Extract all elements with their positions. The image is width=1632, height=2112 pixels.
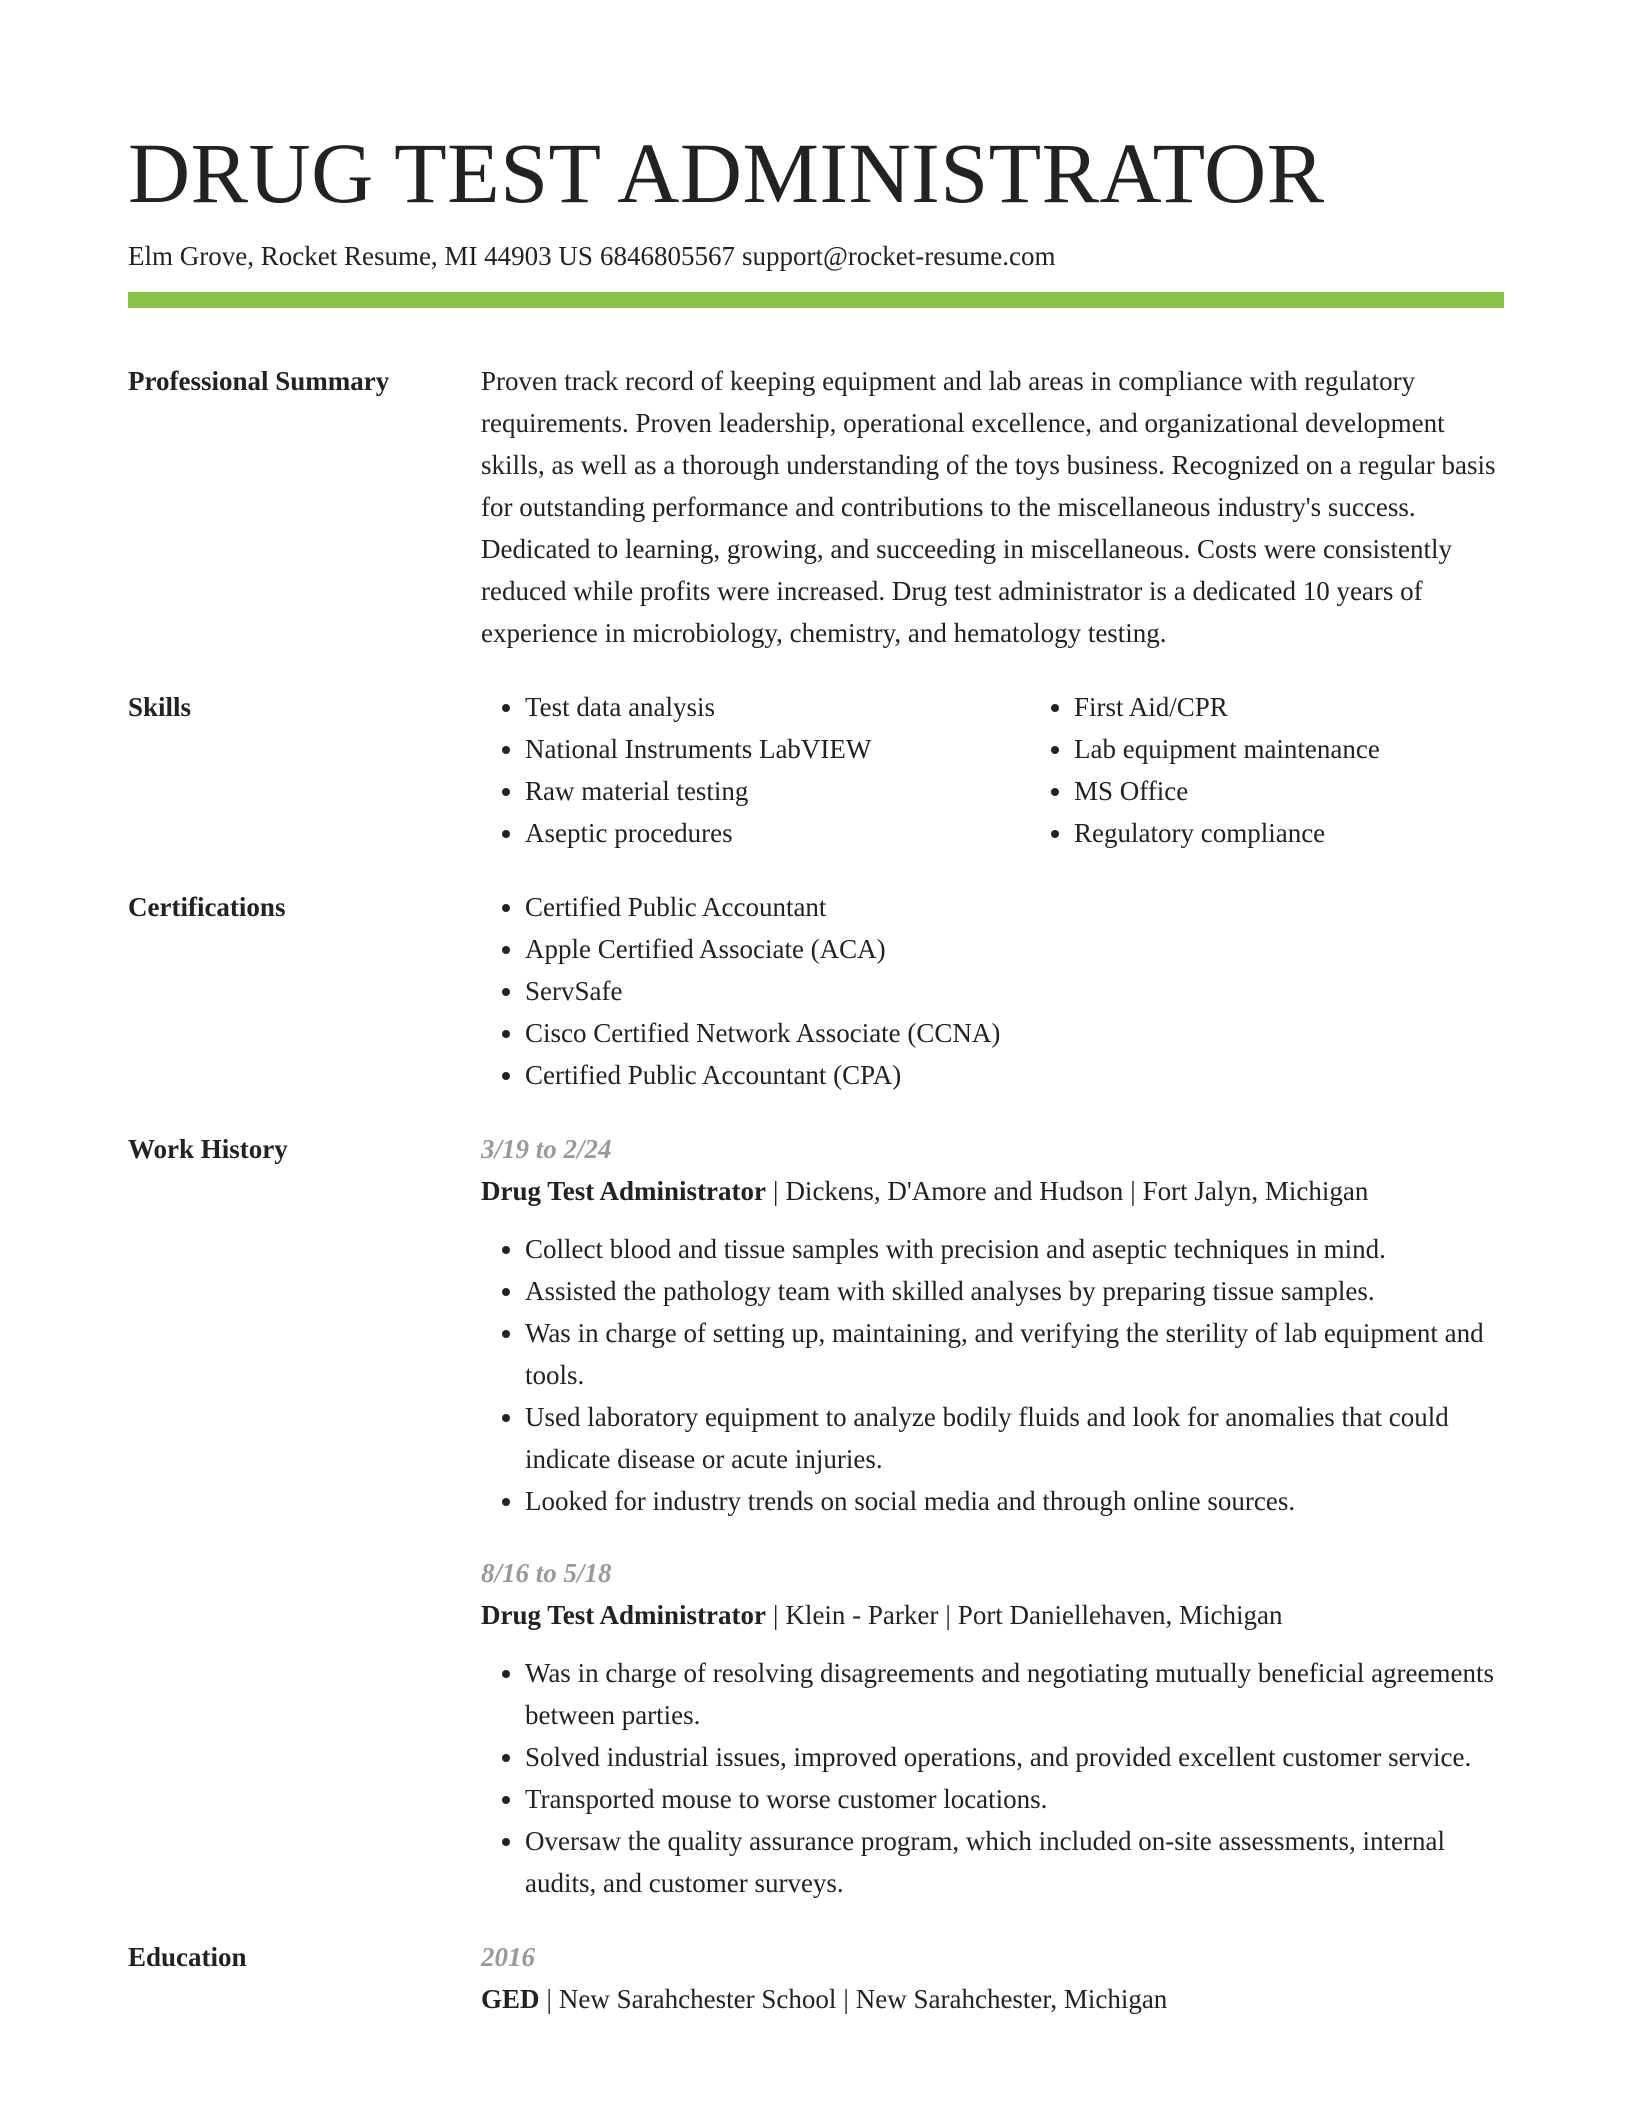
summary-section [128,360,1504,654]
skill-item: • Regulatory compliance [1074,812,1579,854]
skill-item: • National Instruments LabVIEW [525,728,1030,770]
certifications-heading: Certifications [128,892,286,923]
certifications-body [481,886,1504,1096]
skill-item: • Lab equipment maintenance [1074,728,1579,770]
education-section [128,1936,1504,2020]
skill-item: • Test data analysis [525,686,1030,728]
work-history-body [481,1128,1504,1904]
job-title-line: Drug Test Administrator | Dickens, D'Amore and Hudson | Fort Jalyn, Michigan [481,1176,1369,1207]
job-location: Port Daniellehaven, Michigan [957,1600,1283,1631]
certification-item: • Apple Certified Associate (ACA) [525,928,1504,970]
skills-grid [481,686,1579,854]
education-year: 2016 [481,1942,535,1973]
job-dates: 8/16 to 5/18 [481,1558,612,1589]
education-degree: GED [481,1984,540,2015]
job-company: Klein - Parker [785,1600,939,1631]
candidate-name: DRUG TEST ADMINISTRATOR [128,125,1325,221]
job-bullet: • Was in charge of setting up, maintaining, and verifying the sterility of lab equipment and tools. [525,1312,1504,1396]
job-entry [481,1552,1504,1904]
summary-text: Proven track record of keeping equipment and lab areas in compliance with regulatory requirements. Proven leadership, operational excellence, and organizational development skills, as well as a thorough understanding of the toys business. Recognized on a regular basis for outstanding performance and contributions to the miscellaneous industry's success. Dedicated to learning, growing, and succeeding in miscellaneous. Costs were consistently reduced while profits were increased. Drug test administrator is a dedicated 10 years of experience in microbiology, chemistry, and hematology testing. [481,366,1496,649]
certification-item: • Certified Public Accountant [525,886,1504,928]
education-body [481,1936,1504,2020]
education-heading: Education [128,1942,247,1973]
skills-column-right [1030,686,1579,854]
job-bullet: • Oversaw the quality assurance program, which included on-site assessments, internal audits, and customer surveys. [525,1820,1504,1904]
job-bullet: • Used laboratory equipment to analyze bodily fluids and look for anomalies that could indicate disease or acute injuries. [525,1396,1504,1480]
job-title-line: Drug Test Administrator | Klein - Parker | Port Daniellehaven, Michigan [481,1600,1283,1631]
education-line: GED | New Sarahchester School | New Sarahchester, Michigan [481,1984,1168,2015]
header-accent-bar [128,292,1504,308]
skill-item: • First Aid/CPR [1074,686,1579,728]
job-bullet: • Transported mouse to worse customer locations. [525,1778,1504,1820]
contact-address: Elm Grove, Rocket Resume, MI 44903 US [128,241,593,271]
job-bullet: • Was in charge of resolving disagreements and negotiating mutually beneficial agreements between parties. [525,1652,1504,1736]
job-bullet: • Assisted the pathology team with skilled analyses by preparing tissue samples. [525,1270,1504,1312]
job-bullets [481,1652,1504,1904]
job-bullets [481,1228,1504,1522]
skill-item: • Raw material testing [525,770,1030,812]
job-bullet: • Collect blood and tissue samples with precision and aseptic techniques in mind. [525,1228,1504,1270]
skills-column-left [481,686,1030,854]
certification-item: • Certified Public Accountant (CPA) [525,1054,1504,1096]
job-location: Fort Jalyn, Michigan [1142,1176,1369,1207]
education-location: New Sarahchester, Michigan [855,1984,1168,2015]
contact-phone: 6846805567 [599,241,735,271]
certification-item: • ServSafe [525,970,1504,1012]
skill-item: • MS Office [1074,770,1579,812]
certification-item: • Cisco Certified Network Associate (CCNA) [525,1012,1504,1054]
skills-section [128,686,1504,854]
job-dates: 3/19 to 2/24 [481,1134,612,1165]
skills-heading: Skills [128,692,192,723]
summary-heading: Professional Summary [128,366,390,397]
skill-item: • Aseptic procedures [525,812,1030,854]
job-company: Dickens, D'Amore and Hudson [785,1176,1124,1207]
certifications-list [481,886,1504,1096]
education-school: New Sarahchester School [558,1984,837,2015]
certifications-section [128,886,1504,1096]
contact-line [128,240,1504,272]
work-history-heading: Work History [128,1134,288,1165]
job-title: Drug Test Administrator [481,1176,767,1207]
job-entry [481,1128,1504,1522]
job-bullet: • Looked for industry trends on social media and through online sources. [525,1480,1504,1522]
work-history-section [128,1128,1504,1904]
job-title: Drug Test Administrator [481,1600,767,1631]
job-bullet: • Solved industrial issues, improved operations, and provided excellent customer service. [525,1736,1504,1778]
contact-email[interactable]: support@rocket-resume.com [741,241,1056,271]
